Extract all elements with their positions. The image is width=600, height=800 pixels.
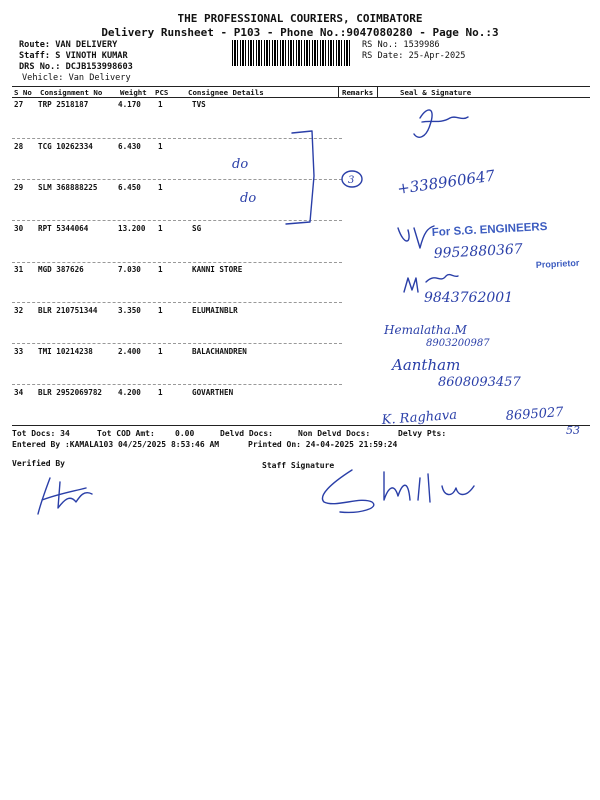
total-cod-value: 0.00 [175, 429, 195, 438]
col-header-sno: S No [14, 88, 32, 97]
printed-on: Printed On: 24-04-2025 21:59:24 [248, 440, 398, 449]
col-header-pcs: PCS [155, 88, 169, 97]
cell-sno: 34 [14, 388, 24, 397]
cell-sno: 28 [14, 142, 24, 151]
cell-sno: 29 [14, 183, 24, 192]
phone-row32: 8903200987 [426, 338, 490, 349]
cell-consignee: GOVARTHEN [192, 388, 234, 397]
cell-pcs: 1 [158, 183, 163, 192]
cell-pcs: 1 [158, 347, 163, 356]
company-title: THE PROFESSIONAL COURIERS, COIMBATORE [177, 12, 423, 25]
total-docs: Tot Docs: 34 [12, 429, 70, 438]
col-header-weight: Weight [120, 88, 147, 97]
cell-consignment: SLM 368888225 [38, 183, 98, 192]
ditto-mark-row28: do [232, 157, 249, 172]
cell-weight: 6.430 [118, 142, 141, 151]
verified-by-label: Verified By [12, 459, 65, 468]
cell-pcs: 1 [158, 306, 163, 315]
cell-weight: 7.030 [118, 265, 141, 274]
cell-sno: 30 [14, 224, 24, 233]
ditto-mark-row29: do [240, 191, 257, 206]
cell-pcs: 1 [158, 142, 163, 151]
stamp-proprietor: Proprietor [535, 257, 580, 270]
delivered-docs: Delvd Docs: [220, 429, 273, 438]
phone-row29: +338960647 [396, 166, 497, 198]
name-row34: K. Raghava [381, 407, 458, 428]
cell-consignment: TCG 10262334 [38, 142, 93, 151]
cell-weight: 6.450 [118, 183, 141, 192]
cell-sno: 27 [14, 100, 24, 109]
cell-consignment: MGD 387626 [38, 265, 84, 274]
total-cod-label: Tot COD Amt: [97, 429, 155, 438]
drs-number: DRS No.: DCJB153998603 [19, 62, 133, 72]
cell-pcs: 1 [158, 388, 163, 397]
cell-consignment: RPT 5344064 [38, 224, 89, 233]
cell-sno: 31 [14, 265, 24, 274]
cell-consignee: TVS [192, 100, 206, 109]
phone-row30: 9952880367 [433, 241, 524, 262]
cell-sno: 33 [14, 347, 24, 356]
phone-row33: 8608093457 [438, 375, 521, 390]
cell-sno: 32 [14, 306, 24, 315]
cell-pcs: 1 [158, 100, 163, 109]
cell-consignee: SG [192, 224, 202, 233]
vehicle-label: Vehicle: Van Delivery [22, 73, 131, 83]
col-header-signature: Seal & Signature [400, 88, 472, 97]
name-row33: Aantham [392, 356, 461, 374]
cell-pcs: 1 [158, 224, 163, 233]
runsheet-subtitle: Delivery Runsheet - P103 - Phone No.:9047080280 - Page No.:3 [101, 26, 499, 39]
cell-weight: 4.170 [118, 100, 141, 109]
cell-consignment: BLR 210751344 [38, 306, 98, 315]
cell-pcs: 1 [158, 265, 163, 274]
rs-number: RS No.: 1539986 [362, 40, 440, 50]
col-header-consignment: Consignment No [40, 88, 103, 97]
cell-consignee: BALACHANDREN [192, 347, 247, 356]
route-label: Route: VAN DELIVERY [19, 40, 118, 50]
circled-mark-text: 3 [348, 175, 355, 186]
cell-weight: 4.200 [118, 388, 141, 397]
cell-weight: 13.200 [118, 224, 146, 233]
cell-weight: 2.400 [118, 347, 141, 356]
non-delivered-docs: Non Delvd Docs: [298, 429, 371, 438]
ditto-bracket [286, 131, 314, 224]
cell-consignee: ELUMAINBLR [192, 306, 238, 315]
cell-consignment: TMI 10214238 [38, 347, 93, 356]
name-row32: Hemalatha.M [384, 323, 467, 337]
cell-weight: 3.350 [118, 306, 141, 315]
signature-row27 [414, 110, 468, 137]
delivery-points: Delvy Pts: [398, 429, 447, 438]
verifier-signature [38, 478, 92, 514]
cell-consignment: TRP 2518187 [38, 100, 89, 109]
extra-mark-row34: 53 [566, 424, 580, 437]
entered-by: Entered By :KAMALA103 04/25/2025 8:53:46 AM [12, 440, 220, 449]
cell-consignment: BLR 2952069782 [38, 388, 103, 397]
phone-row34: 8695027 [505, 404, 565, 424]
staff-label: Staff: S VINOTH KUMAR [19, 51, 128, 61]
stamp-company: For S.G. ENGINEERS [431, 220, 548, 239]
rs-date: RS Date: 25-Apr-2025 [362, 51, 466, 61]
col-header-remarks: Remarks [342, 88, 374, 97]
staff-signature [322, 470, 474, 512]
signature-row30 [398, 226, 434, 248]
staff-signature-label: Staff Signature [262, 461, 335, 470]
cell-consignee: KANNI STORE [192, 265, 243, 274]
col-header-consignee: Consignee Details [188, 88, 264, 97]
phone-row31: 9843762001 [424, 290, 514, 306]
